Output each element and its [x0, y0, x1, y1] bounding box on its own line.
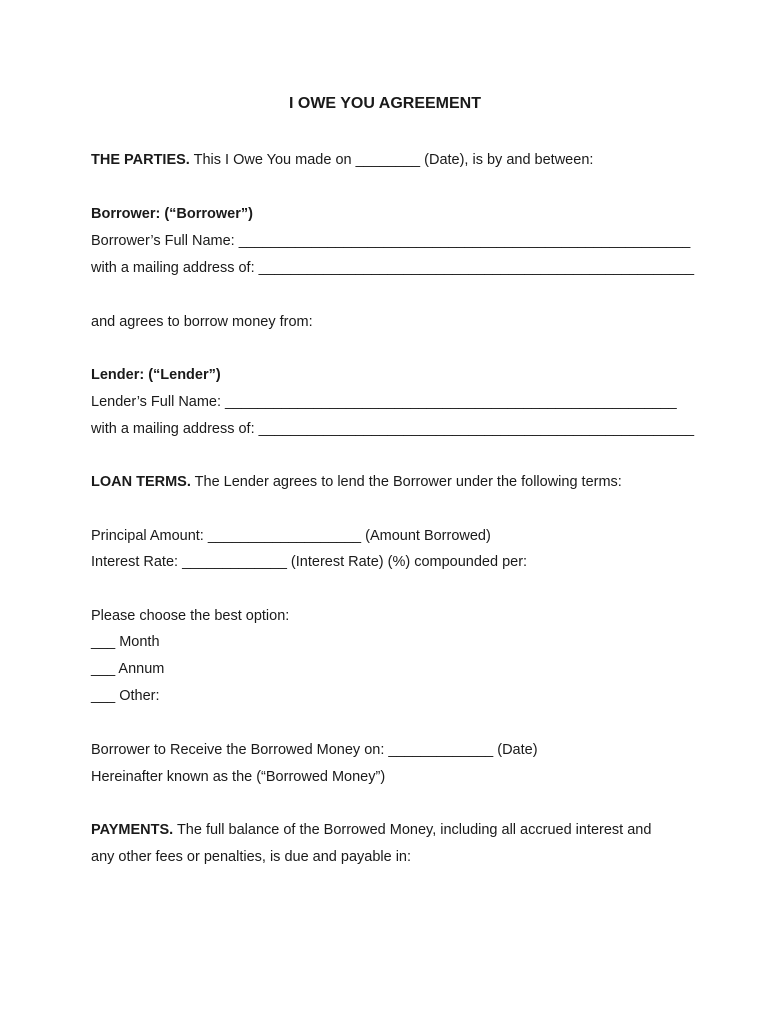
lender-heading: Lender: (“Lender”) [91, 367, 221, 383]
option-month: ___ Month [91, 634, 160, 650]
borrower-address-line: with a mailing address of: ______________________________________________________ [91, 260, 695, 276]
option-annum: ___ Annum [91, 661, 165, 677]
parties-label: THE PARTIES. [91, 152, 190, 168]
principal-line: Principal Amount: ___________________ (Amount Borrowed) [91, 528, 491, 544]
document-title: I OWE YOU AGREEMENT [288, 95, 481, 112]
payments-text: The full balance of the Borrowed Money, including all accrued interest and [173, 822, 652, 838]
parties-text: This I Owe You made on ________ (Date), is by and between: [189, 152, 594, 168]
interest-line: Interest Rate: _____________ (Interest Rate) (%) compounded per: [91, 554, 528, 570]
loan-terms-paragraph [91, 473, 622, 491]
loan-terms-text: The Lender agrees to lend the Borrower under the following terms: [190, 474, 622, 490]
loan-terms-label: LOAN TERMS. [91, 474, 191, 490]
payments-text-continued: any other fees or penalties, is due and payable in: [91, 849, 412, 865]
option-prompt: Please choose the best option: [91, 608, 290, 624]
parties-paragraph [91, 151, 593, 169]
borrower-heading: Borrower: (“Borrower”) [91, 206, 253, 222]
payments-paragraph [91, 821, 651, 839]
payments-label: PAYMENTS. [91, 822, 174, 838]
option-other: ___ Other: [91, 688, 160, 704]
lender-name-line: Lender’s Full Name: ________________________________________________________ [91, 394, 677, 410]
receive-line: Borrower to Receive the Borrowed Money on: _____________ (Date) [91, 742, 538, 758]
agrees-line: and agrees to borrow money from: [91, 314, 313, 330]
hereinafter-line: Hereinafter known as the (“Borrowed Money”) [91, 769, 386, 785]
lender-address-line: with a mailing address of: ______________________________________________________ [91, 421, 695, 437]
borrower-name-line: Borrower’s Full Name: ________________________________________________________ [91, 233, 691, 249]
